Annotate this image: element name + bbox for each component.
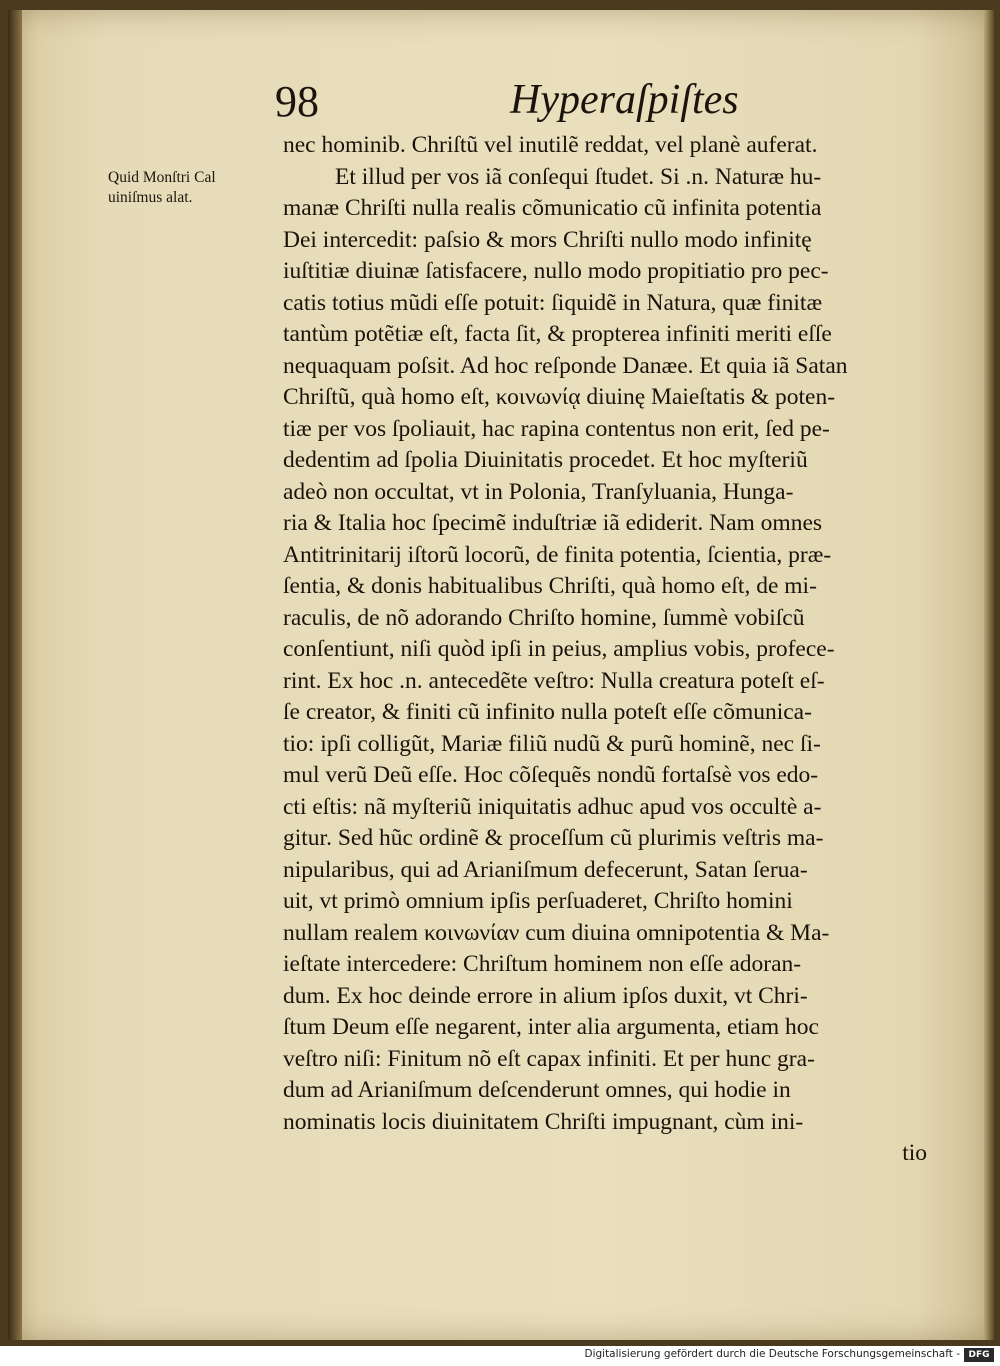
catchword: tio	[902, 1140, 927, 1166]
page-header	[275, 76, 925, 126]
text-line: iuſtitiæ diuinæ ſatisfacere, nullo modo propitiatio pro pec-	[283, 258, 829, 284]
running-title: Hyperaſpiſtes	[510, 77, 739, 123]
text-line: cti eſtis: nã myſteriũ iniquitatis adhuc apud vos occultè a-	[283, 793, 822, 820]
margin-note-line: Quid Monſtri Cal	[108, 169, 216, 186]
text-line: tantùm potẽtiæ eſt, facta ſit, & propterea infiniti meriti eſſe	[283, 321, 832, 347]
margin-note	[108, 168, 278, 208]
footer-bar	[0, 1346, 1000, 1366]
margin-note-line: uiniſmus alat.	[108, 189, 193, 206]
body-text	[283, 130, 933, 1170]
text-line: nipularibus, qui ad Arianiſmum defecerunt, Satan ſerua-	[283, 856, 808, 883]
text-line: veſtro niſi: Finitum nõ eſt capax infiniti. Et per hunc gra-	[283, 1045, 815, 1072]
text-line: catis totius mũdi eſſe potuit: ſiquidẽ in Natura, quæ finitæ	[283, 289, 823, 316]
dfg-logo: DFG	[964, 1348, 994, 1362]
page-edge	[984, 10, 994, 1340]
text-line: nominatis locis diuinitatem Chriſti impugnant, cùm ini-	[283, 1108, 804, 1135]
text-line: gitur. Sed hũc ordinẽ & proceſſum cũ plurimis veſtris ma-	[283, 825, 824, 851]
text-line: nec hominib. Chriſtũ vel inutilẽ reddat, vel planè auferat.	[283, 132, 818, 158]
text-line: manæ Chriſti nulla realis cõmunicatio cũ infinita potentia	[283, 195, 822, 221]
digitization-credit: Digitalisierung gefördert durch die Deutsche Forschungsgemeinschaft -	[584, 1348, 960, 1360]
text-line: conſentiunt, niſi quòd ipſi in peius, amplius vobis, profece-	[283, 636, 835, 662]
text-line: Antitrinitarij iſtorũ locorũ, de finita potentia, ſcientia, præ-	[283, 541, 832, 568]
text-line: Chriſtũ, quà homo eſt, κοινωνίᾳ diuinę Maieſtatis & poten-	[283, 384, 836, 410]
text-line: uit, vt primò omnium ipſis perſuaderet, Chriſto homini	[283, 888, 793, 914]
page-number: 98	[275, 77, 319, 126]
text-line: raculis, de nõ adorando Chriſto homine, ſummè vobiſcũ	[283, 604, 805, 631]
text-line: mul verũ Deũ eſſe. Hoc cõſequẽs nondũ fortaſsè vos edo-	[283, 762, 819, 788]
text-line: ſentia, & donis habitualibus Chriſti, quà homo eſt, de mi-	[283, 573, 817, 599]
text-line: dedentim ad ſpolia Diuinitatis procedet. Et hoc myſteriũ	[283, 447, 808, 473]
text-line: tiæ per vos ſpoliauit, hac rapina contentus non erit, ſed pe-	[283, 415, 830, 442]
text-line: ria & Italia hoc ſpecimẽ induſtriæ iã ediderit. Nam omnes	[283, 510, 823, 536]
text-line: ſtum Deum eſſe negarent, inter alia argumenta, etiam hoc	[283, 1014, 819, 1040]
text-line: nullam realem κοινωνίαν cum diuina omnipotentia & Ma-	[283, 919, 830, 946]
text-line: dum ad Arianiſmum deſcenderunt omnes, qui hodie in	[283, 1077, 791, 1103]
text-line: ſe creator, & finiti cũ infinito nulla poteſt eſſe cõmunica-	[283, 699, 812, 725]
text-line: Et illud per vos iã conſequi ſtudet. Si .n. Naturæ hu-	[335, 163, 822, 190]
binding-edge	[8, 10, 22, 1340]
text-line: Dei intercedit: paſsio & mors Chriſti nullo modo infinitę	[283, 226, 812, 253]
text-line: ieſtate intercedere: Chriſtum hominem non eſſe adoran-	[283, 951, 802, 977]
text-line: tio: ipſi colligũt, Mariæ filiũ nudũ & purũ hominẽ, nec ſi-	[283, 730, 821, 757]
text-line: nequaquam poſsit. Ad hoc reſponde Danæe. Et quia iã Satan	[283, 352, 848, 379]
text-line: rint. Ex hoc .n. antecedẽte veſtro: Nulla creatura poteſt eſ-	[283, 667, 825, 694]
text-line: adeò non occultat, vt in Polonia, Tranſyluania, Hunga-	[283, 478, 794, 505]
text-line: dum. Ex hoc deinde errore in alium ipſos duxit, vt Chri-	[283, 982, 808, 1009]
